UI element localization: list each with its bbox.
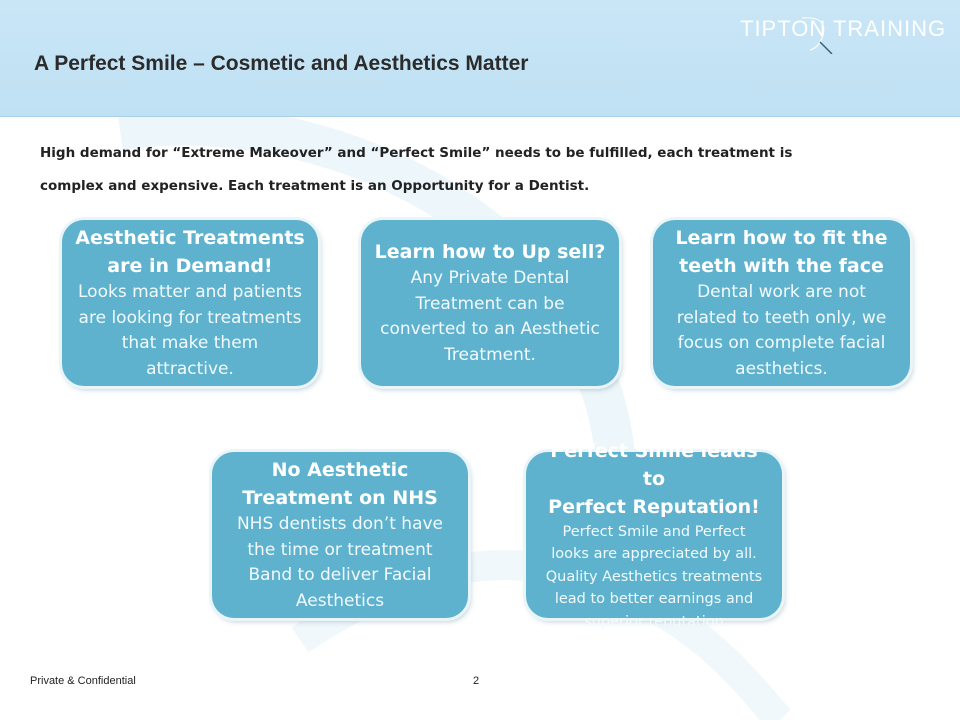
card-title-line: are in Demand! <box>107 255 273 277</box>
card-title-line: Aesthetic Treatments <box>75 227 305 249</box>
card-up-sell <box>361 220 619 386</box>
card-body-line: NHS dentists don’t have <box>236 514 444 534</box>
card-body-line: focus on complete facial <box>677 333 886 353</box>
card-body-line: Treatment can be <box>415 293 565 314</box>
card-body-line: Dental work are not <box>697 282 866 302</box>
card-title-line: Learn how to fit the <box>675 227 888 249</box>
card-title-line: Perfect Smile leads to <box>550 439 758 490</box>
card-body-line: Any Private Dental <box>410 268 570 288</box>
card-body-line: converted to an Aesthetic <box>380 319 600 339</box>
card-body-line: superior reputation <box>584 613 724 630</box>
card-title-line: Learn how to Up sell? <box>374 241 606 263</box>
card-title-line: Perfect Reputation! <box>548 495 760 518</box>
intro-line-1: High demand for “Extreme Makeover” and “Perfect Smile” needs to be fulfilled, each treatment is <box>40 145 793 161</box>
intro-line-2: complex and expensive. Each treatment is an Opportunity for a Dentist. <box>40 178 590 194</box>
card-title-line: Treatment on NHS <box>242 487 438 509</box>
card-body-line: Looks matter and patients <box>78 282 302 302</box>
page-number: 2 <box>473 675 480 687</box>
card-body-line: are looking for treatments <box>78 307 302 328</box>
logo-text: TIPTON TRAINING <box>740 16 947 41</box>
card-body-line: lead to better earnings and <box>554 591 754 608</box>
card-body-line: the time or treatment <box>247 539 433 560</box>
card-fit-teeth-face <box>653 220 910 386</box>
card-body-line: looks are appreciated by all. <box>551 546 757 563</box>
card-body-line: Band to deliver Facial <box>248 565 432 585</box>
slide-header <box>0 0 960 117</box>
card-body-line: that make them <box>121 333 259 353</box>
card-body-line: aesthetics. <box>735 358 828 379</box>
tipton-training-logo <box>740 14 950 48</box>
card-body-line: Aesthetics <box>295 590 385 611</box>
card-title-line: teeth with the face <box>679 255 884 277</box>
card-nhs <box>212 452 468 618</box>
card-body-line: related to teeth only, we <box>676 307 887 328</box>
card-perfect-reputation <box>526 439 782 630</box>
card-aesthetic-demand <box>62 220 318 386</box>
intro-paragraph <box>40 137 920 203</box>
card-title-line: No Aesthetic <box>271 459 409 481</box>
footer-confidential-label: Private & Confidential <box>30 675 136 687</box>
card-body-line: Perfect Smile and Perfect <box>562 523 746 540</box>
card-body-line: Treatment. <box>444 344 536 365</box>
card-body-line: Quality Aesthetics treatments <box>545 568 763 585</box>
card-body-line: attractive. <box>146 358 234 379</box>
slide-title: A Perfect Smile – Cosmetic and Aesthetics Matter <box>34 52 529 75</box>
logo-swoosh-icon <box>740 14 950 54</box>
